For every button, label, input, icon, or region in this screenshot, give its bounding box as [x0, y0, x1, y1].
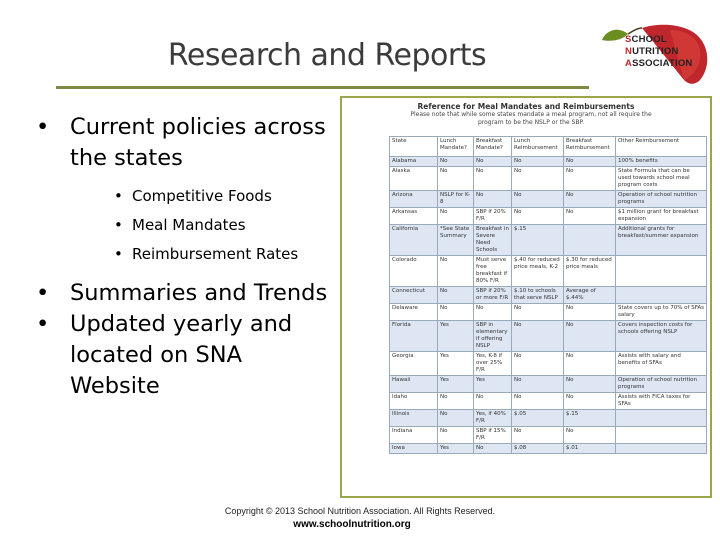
table-cell — [616, 287, 707, 304]
table-row — [390, 208, 707, 225]
table-cell: $.15 — [564, 410, 616, 427]
table-cell — [616, 410, 707, 427]
table-cell: No — [564, 376, 616, 393]
logo-wordmark — [625, 34, 692, 70]
table-cell: No — [512, 167, 564, 191]
table-row — [390, 444, 707, 454]
table-cell: SBP in elementary if offering NSLP — [474, 321, 512, 352]
table-cell: No — [512, 376, 564, 393]
bullet-dot: • — [36, 311, 50, 337]
table-row — [390, 321, 707, 352]
bullet-dot: • — [114, 216, 123, 234]
table-cell: Yes — [438, 376, 474, 393]
bullet-dot: • — [36, 114, 50, 140]
table-cell: No — [564, 191, 616, 208]
bullet-item: • Summaries and Trends — [36, 278, 336, 309]
state-cell: Illinois — [390, 410, 438, 427]
table-cell: Yes, K-8 if over 25% F/R — [474, 352, 512, 376]
column-header: Breakfast Mandate? — [474, 137, 512, 157]
table-cell: No — [438, 256, 474, 287]
state-cell: Arkansas — [390, 208, 438, 225]
table-cell: $.15 — [512, 225, 564, 256]
table-cell: No — [438, 393, 474, 410]
state-cell: Hawaii — [390, 376, 438, 393]
slide-title: Research and Reports — [167, 38, 487, 73]
table-cell: SBP if 15% F/R — [474, 427, 512, 444]
table-cell: Yes — [438, 321, 474, 352]
state-cell: Alaska — [390, 167, 438, 191]
state-cell: Colorado — [390, 256, 438, 287]
logo-line-2: NUTRITION — [625, 46, 679, 57]
state-cell: Alabama — [390, 157, 438, 167]
table-cell: No — [438, 157, 474, 167]
column-header: State — [390, 137, 438, 157]
table-cell: $.01 — [564, 444, 616, 454]
table-cell: No — [512, 352, 564, 376]
table-cell: No — [564, 157, 616, 167]
table-cell: No — [512, 157, 564, 167]
table-cell: 100% benefits — [616, 157, 707, 167]
table-cell: No — [512, 191, 564, 208]
state-cell: Indiana — [390, 427, 438, 444]
column-header: Breakfast Reimbursement — [564, 137, 616, 157]
sub-bullet-item: • Competitive Foods — [114, 187, 272, 205]
table-cell: No — [438, 287, 474, 304]
table-cell: SBP if 20% F/R — [474, 208, 512, 225]
table-cell: No — [474, 167, 512, 191]
table-row — [390, 167, 707, 191]
bullet-dot: • — [36, 280, 50, 306]
table-cell: Average of $.44% — [564, 287, 616, 304]
table-cell: $.08 — [512, 444, 564, 454]
table-cell: No — [512, 321, 564, 352]
state-cell: California — [390, 225, 438, 256]
table-cell: No — [512, 304, 564, 321]
state-cell: Iowa — [390, 444, 438, 454]
state-cell: Florida — [390, 321, 438, 352]
table-cell: NSLP for K-8 — [438, 191, 474, 208]
table-cell: No — [474, 191, 512, 208]
table-cell: $1 million grant for breakfast expansion — [616, 208, 707, 225]
table-cell: Assists with FICA taxes for SFAs — [616, 393, 707, 410]
table-cell: State covers up to 70% of SFAs salary — [616, 304, 707, 321]
table-cell — [616, 427, 707, 444]
table-cell: $.10 to schools that serve NSLP — [512, 287, 564, 304]
document-title: Reference for Meal Mandates and Reimbursements — [417, 102, 635, 111]
sub-bullet-item: • Meal Mandates — [114, 216, 246, 234]
table-cell: No — [474, 393, 512, 410]
table-header-row — [390, 137, 707, 157]
table-cell: No — [564, 208, 616, 225]
bullet-item: • Current policies across the states — [36, 114, 326, 171]
document-subtitle: Please note that while some states mandate a meal program, not all require the program to be the NSLP or the SBP. — [410, 111, 652, 126]
table-row — [390, 157, 707, 167]
logo-line-3: ASSOCIATION — [625, 58, 693, 69]
table-row — [390, 376, 707, 393]
column-header: Lunch Reimbursement — [512, 137, 564, 157]
table-row — [390, 287, 707, 304]
table-cell — [616, 256, 707, 287]
table-row — [390, 191, 707, 208]
copyright-text: Copyright © 2013 School Nutrition Association. All Rights Reserved. — [224, 506, 496, 516]
table-cell: No — [438, 427, 474, 444]
table-cell: Operation of school nutrition programs — [616, 376, 707, 393]
bullet-item: • Updated yearly and located on SNA Website — [36, 311, 293, 399]
table-row — [390, 225, 707, 256]
table-cell: Assists with salary and benefits of SFAs — [616, 352, 707, 376]
column-header: Other Reimbursement — [616, 137, 707, 157]
table-cell: $.40 for reduced price meals, K-2 — [512, 256, 564, 287]
column-header: Lunch Mandate? — [438, 137, 474, 157]
bullet-list — [36, 112, 336, 414]
table-cell: No — [564, 321, 616, 352]
logo-line-1: SCHOOL — [625, 34, 667, 45]
table-row — [390, 427, 707, 444]
reference-document-image — [340, 96, 712, 498]
table-cell: Yes, if 40% F/R — [474, 410, 512, 427]
table-cell: No — [474, 157, 512, 167]
table-cell: Operation of school nutrition programs — [616, 191, 707, 208]
table-cell: No — [564, 393, 616, 410]
table-cell: No — [438, 208, 474, 225]
table-cell: No — [564, 167, 616, 191]
table-cell: No — [474, 444, 512, 454]
table-cell: $.30 for reduced price meals — [564, 256, 616, 287]
state-cell: Connecticut — [390, 287, 438, 304]
document-header — [342, 102, 710, 127]
table-cell: SBP if 20% or more F/R — [474, 287, 512, 304]
table-cell: No — [438, 410, 474, 427]
table-cell: No — [438, 167, 474, 191]
table-cell — [564, 225, 616, 256]
table-cell: Yes — [474, 376, 512, 393]
table-cell: Breakfast in Severe Need Schools — [474, 225, 512, 256]
table-cell: Covers inspection costs for schools offering NSLP — [616, 321, 707, 352]
table-cell: Must serve free breakfast if 80% F/R — [474, 256, 512, 287]
table-cell: No — [512, 393, 564, 410]
table-row — [390, 352, 707, 376]
table-cell: No — [512, 427, 564, 444]
website-url: www.schoolnutrition.org — [293, 519, 411, 530]
table-cell: No — [474, 304, 512, 321]
title-underline — [56, 86, 589, 89]
table-row — [390, 304, 707, 321]
table-cell: *See State Summary — [438, 225, 474, 256]
table-cell: Yes — [438, 352, 474, 376]
state-cell: Idaho — [390, 393, 438, 410]
table-cell: No — [438, 304, 474, 321]
table-row — [390, 410, 707, 427]
bullet-dot: • — [114, 245, 123, 263]
table-cell: No — [564, 427, 616, 444]
state-cell: Georgia — [390, 352, 438, 376]
state-cell: Arizona — [390, 191, 438, 208]
table-cell: No — [512, 208, 564, 225]
state-cell: Delaware — [390, 304, 438, 321]
table-cell: State Formula that can be used towards school meal program costs — [616, 167, 707, 191]
table-cell: $.05 — [512, 410, 564, 427]
mandates-table — [389, 136, 707, 454]
table-cell — [616, 444, 707, 454]
table-cell: No — [564, 352, 616, 376]
table-cell: Additional grants for breakfast/summer expansion — [616, 225, 707, 256]
table-cell: No — [564, 304, 616, 321]
table-cell: Yes — [438, 444, 474, 454]
table-row — [390, 393, 707, 410]
sub-bullet-item: • Reimbursement Rates — [114, 245, 299, 263]
table-row — [390, 256, 707, 287]
bullet-dot: • — [114, 187, 123, 205]
